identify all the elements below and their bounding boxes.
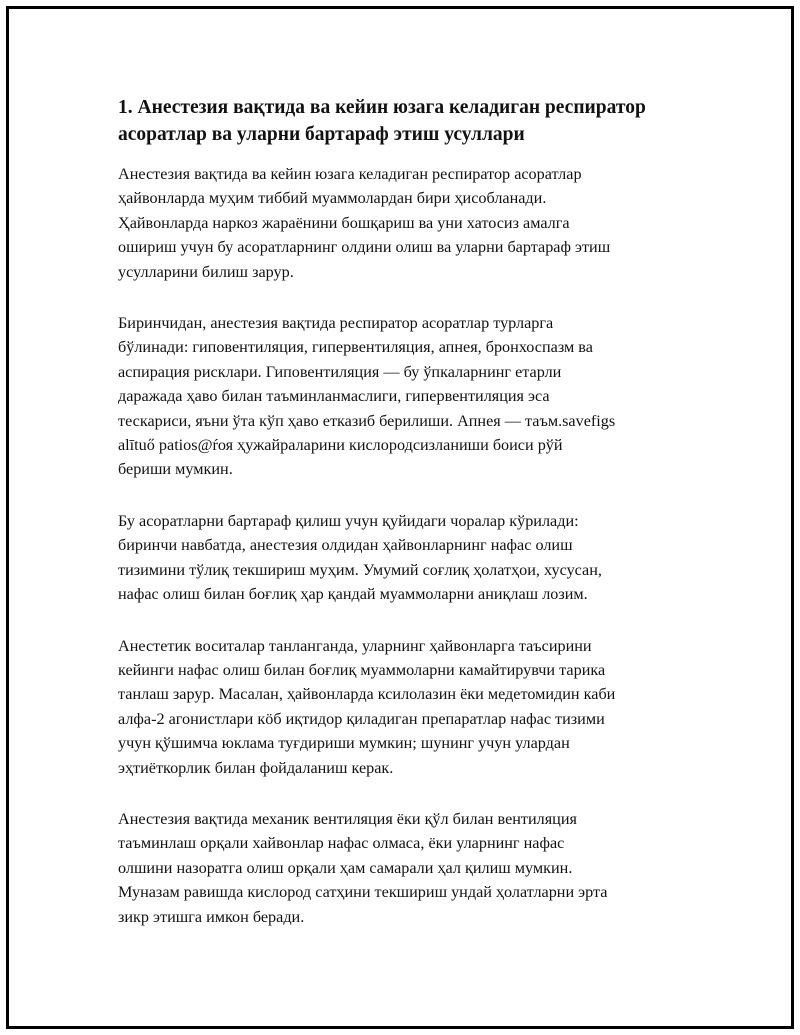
paragraph-2: Биринчидан, анестезия вақтида респиратор асоратлар турларга бўлинади: гиповентиляция, гипервентиляция, апнея, бронхоспазм ва aспирация рисклари. Гиповентиляция — бу ўпкаларнинг етарли даражада ҳаво билан таъминланмаслиги, гипервентиляция эса тескариси, яъни ўта кўп ҳаво етказиб берилиши. Апнея — таъм.savefigs alītuő patios@ŕоя ҳужайраларини кислородсизланиши боиси рўй бериши мумкин.: [118, 314, 616, 479]
paragraph-3: Бу асоратларни бартараф қилиш учун қуйидаги чоралар кўрилади: биринчи навбатда, анестезия олдидан ҳайвонларнинг нафас олиш тизимини тўлиқ текшириш муҳим. Умумий соғлиқ ҳолатҳои, хусусан, нафас олиш билан боғлиқ ҳар қандай муаммоларни аниқлаш лозим.: [118, 511, 602, 604]
paragraph-1: Анестезия вақтида ва кейин юзага келадиган респиратор асоратлар ҳайвонларда муҳим тиббий муаммолардан бири ҳисобланади. Ҳайвонларда наркоз жараёнини бошқариш ва уни хатосиз амалга ошириш учун бу асоратларнинг олдини олиш ва уларни бартараф этиш усулларини билиш зарур.: [118, 165, 611, 281]
paragraph-5: Анестезия вақтида механик вентиляция ёки қўл билан вентиляция таъминлаш орқали хайвонлар нафас олмаса, ёки уларнинг нафас олшини назоратга олиш орқали ҳам самарали ҳал қилиш мумкин. Муназам равишда кислород сатҳини текшириш ундай ҳолатларни эрта зикр этишга имкон беради.: [118, 809, 608, 926]
document-title: 1. Анестезия вақтида ва кейин юзага келадиган респиратор асоратлар ва уларни бартараф этиш усуллари: [118, 97, 646, 145]
document-body: [118, 94, 678, 956]
paragraph-4: Анестетик воситалар танланганда, уларнинг ҳайвонларга таъсирини кейинги нафас олиш билан боғлиқ муаммоларни камайтирувчи тарика танлаш зарур. Масалан, ҳайвонларда ксилолазин ёки медетомидин каби алфа-2 агонистлари кӧб иқтидор қиладиган препаратлар нафас тизими учун қўшимча юклама туғдириши мумкин; шунинг учун улардан эҳтиёткорлик билан фойдаланиш керак.: [118, 636, 616, 777]
